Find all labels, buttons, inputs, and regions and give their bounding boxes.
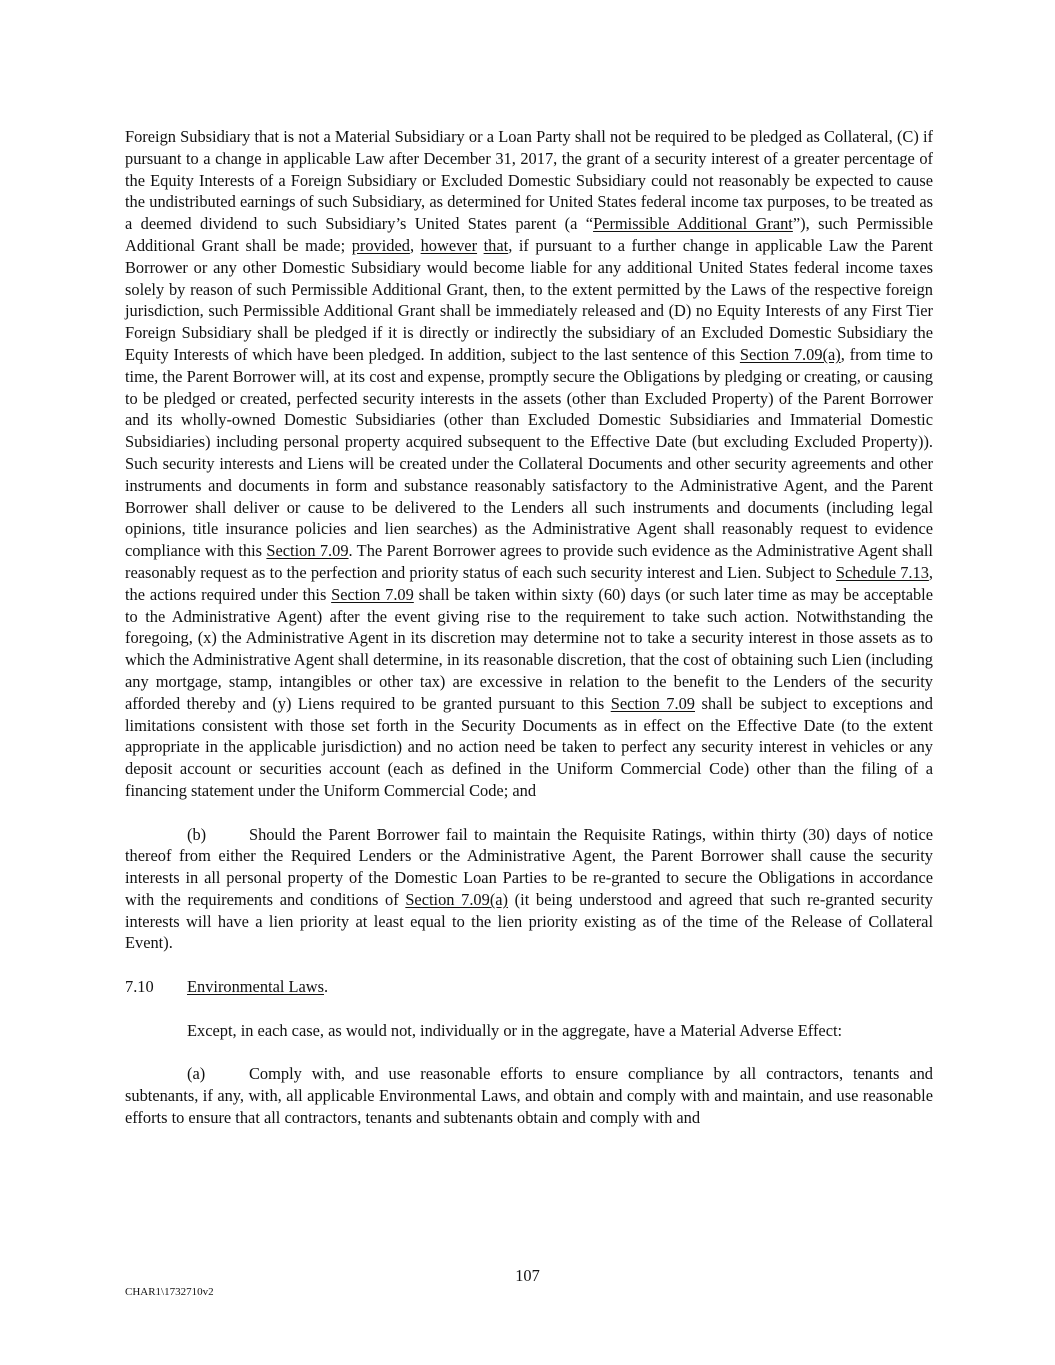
cross-reference: provided xyxy=(351,235,410,255)
section-heading-7-10 xyxy=(125,976,933,998)
paragraph-a-text: Comply with, and use reasonable efforts to ensure compliance by all contractors, tenants and subtenants, if any, with, all applicable Environmental Laws, and obtain and comply with and maintain, and use reasonable efforts to ensure that all contractors, tenants and subtenants obtain and comply with and xyxy=(125,1064,933,1127)
cross-reference: Section 7.09(a) xyxy=(739,344,841,364)
paragraph-b xyxy=(125,824,933,955)
paragraph-a-label: (a) xyxy=(187,1064,206,1084)
cross-reference: Schedule 7.13 xyxy=(835,562,929,582)
text-segment: , the actions required under this xyxy=(125,562,934,604)
paragraph-a xyxy=(125,1063,933,1128)
paragraph-security-interests xyxy=(125,126,933,802)
cross-reference: Section 7.09 xyxy=(610,693,695,713)
cross-reference: Permissible Additional Grant xyxy=(593,214,793,234)
section-title-suffix: . xyxy=(324,977,329,997)
text-segment: . The Parent Borrower agrees to provide such evidence as the Administrative Agent shall reasonably request as to the perfection and priority status of each such security interest and Lien. Subject to xyxy=(125,541,933,582)
text-segment: (it being understood and agreed that such re-granted security interests will have a lien priority at least equal to the lien priority existing as of the time of the Release of Collateral Event). xyxy=(125,889,933,953)
text-segment: Should the Parent Borrower fail to maintain the Requisite Ratings, within thirty (30) days of notice thereof from either the Required Lenders or the Administrative Agent, the Parent Borrower shall cause the security interests in all personal property of the Domestic Loan Parties to be re-granted to secure the Obligations in accordance with the requirements and conditions of xyxy=(125,824,933,909)
document-body xyxy=(125,126,933,1150)
intro-paragraph: Except, in each case, as would not, individually or in the aggregate, have a Material Adverse Effect: xyxy=(187,1020,843,1040)
section-number: 7.10 xyxy=(125,977,154,997)
cross-reference: that xyxy=(483,235,509,255)
text-segment: , xyxy=(409,235,421,255)
cross-reference: Section 7.09(a) xyxy=(405,889,509,909)
cross-reference: however xyxy=(420,235,478,255)
document-id: CHAR1\1732710v2 xyxy=(125,1286,214,1298)
text-segment: , if pursuant to a further change in applicable Law the Parent Borrower or any other Domestic Subsidiary would become liable for any additional United States federal income taxes solely by reason of such Permissible Additional Grant, then, to the extent permitted by the Laws of the respective foreign jurisdiction, such Permissible Additional Grant shall be immediately released and (D) no Equity Interests of any First Tier Foreign Subsidiary shall be pledged if it is directly or indirectly the subsidiary of an Excluded Domestic Subsidiary the Equity Interests of which have been pledged. In addition, subject to the last sentence of this xyxy=(125,235,933,364)
page-number: 107 xyxy=(515,1266,540,1285)
text-segment: shall be taken within sixty (60) days (or such later time as may be acceptable to the Administrative Agent) after the event giving rise to the requirement to take such action. Notwithstanding the foregoing, (x) the Administrative Agent in its discretion may determine not to take a security interest in those assets as to which the Administrative Agent shall determine, in its reasonable discretion, that the cost of obtaining such Lien (including any mortgage, stamp, intangibles or other tax) are excessive in relation to the benefit to the Lenders of the security afforded thereby and (y) Liens required to be granted pursuant to this xyxy=(125,584,933,713)
section-title: Environmental Laws xyxy=(187,977,325,997)
cross-reference: Section 7.09 xyxy=(331,584,414,604)
text-segment: , from time to time, the Parent Borrower will, at its cost and expense, promptly secure the Obligations by pledging or creating, or causing to be pledged or created, perfected security interests in the assets (other than Excluded Property) of the Parent Borrower and its wholly-owned Domestic Subsidiaries (other than Excluded Domestic Subsidiaries and Immaterial Domestic Subsidiaries) including personal property acquired subsequent to the Effective Date (but excluding Excluded Property)). Such security interests and Liens will be created under the Collateral Documents and other security agreements and other instruments and documents in form and substance reasonably satisfactory to the Administrative Agent, and the Parent Borrower shall deliver or cause to be delivered to the Lenders all such instruments and documents (including legal opinions, title insurance policies and lien searches) as the Administrative Agent shall reasonably request to evidence compliance with this xyxy=(125,344,934,561)
text-segment: Foreign Subsidiary that is not a Material Subsidiary or a Loan Party shall not be required to be pledged as Collateral, (C) if pursuant to a change in applicable Law after December 31, 2017, the grant of a security interest of a greater percentage of the Equity Interests of a Foreign Subsidiary or Excluded Domestic Subsidiary could not reasonably be expected to cause the undistributed earnings of such Subsidiary, as determined for United States federal income tax purposes, to be treated as a deemed dividend to such Subsidiary’s United States parent (a “ xyxy=(125,127,933,234)
paragraph-b-label: (b) xyxy=(187,824,207,844)
cross-reference: Section 7.09 xyxy=(266,541,349,561)
text-segment: ”), such Permissible Additional Grant shall be made; xyxy=(125,214,933,255)
text-segment: shall be subject to exceptions and limitations consistent with those set forth in the Security Documents as in effect on the Effective Date (to the extent appropriate in the applicable jurisdiction) and no action need be taken to perfect any security interest in vehicles or any deposit account or securities account (each as defined in the Uniform Commercial Code) other than the filing of a financing statement under the Uniform Commercial Code; and xyxy=(125,693,934,800)
